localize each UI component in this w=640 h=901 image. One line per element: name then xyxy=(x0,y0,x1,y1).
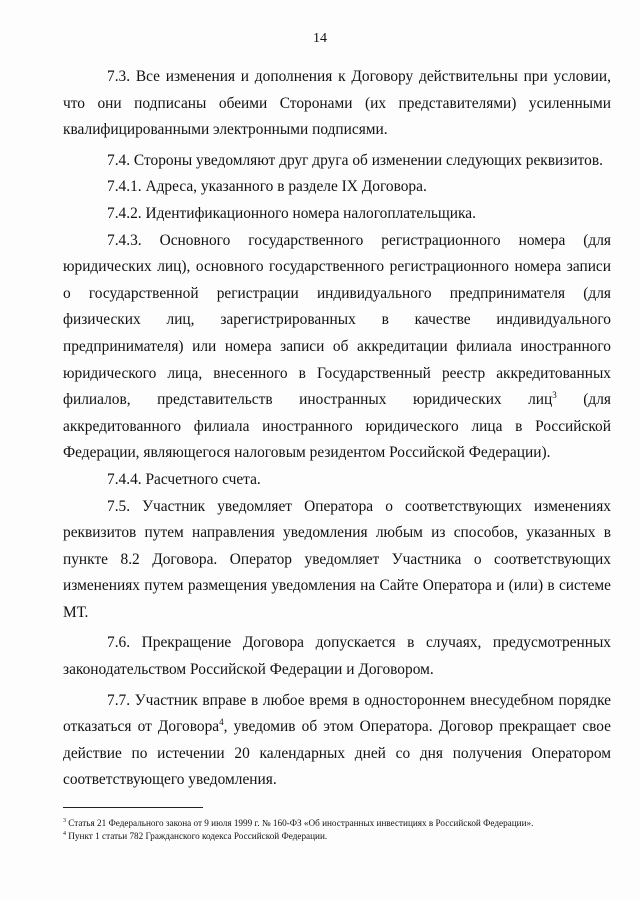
paragraph-7-7 xyxy=(63,688,611,794)
footnote-ref-3: 3 xyxy=(552,390,557,400)
footnote-3-text: Статья 21 Федерального закона от 9 июля 1999 г. № 160-ФЗ «Об иностранных инвестициях в Российской Федерации». xyxy=(68,818,534,828)
paragraph-7-6: 7.6. Прекращение Договора допускается в случаях, предусмотренных законодательством Российской Федерации и Договором. xyxy=(63,634,611,679)
paragraph-7-4-4: 7.4.4. Расчетного счета. xyxy=(107,470,261,488)
footnote-separator xyxy=(63,807,203,808)
paragraph-7-4-1: 7.4.1. Адреса, указанного в разделе IX Договора. xyxy=(107,178,427,196)
paragraph-7-4-3 xyxy=(63,228,611,467)
footnote-ref-4: 4 xyxy=(219,717,224,728)
footnote-4-text: Пункт 1 статьи 782 Гражданского кодекса Российской Федерации. xyxy=(68,831,328,841)
paragraph-7-3: 7.3. Все изменения и дополнения к Договору действительны при условии, что они подписаны обеими Сторонами (их представителями) усиленными квалифицированными электронными подписями. xyxy=(63,68,611,139)
footnote-mark-3: 3 xyxy=(63,817,66,824)
document-body xyxy=(63,64,611,794)
footnote-3 xyxy=(63,817,623,829)
footnote-mark-4: 4 xyxy=(63,830,66,837)
paragraph-7-4-2: 7.4.2. Идентификационного номера налогоплательщика. xyxy=(107,204,476,222)
page-number: 14 xyxy=(313,31,327,46)
paragraph-7-7-cont: , уведомив об этом Оператора. Договор прекращает свое действие по истечении 20 календарных дней со дня получения Оператором соответствующего уведомления. xyxy=(63,718,611,789)
paragraph-7-7-text: 7.7. Участник вправе в любое время в одностороннем внесудебном порядке отказаться от Договора xyxy=(63,691,611,736)
paragraph-7-4-3-text: 7.4.3. Основного государственного регистрационного номера (для юридических лиц), основного государственного регистрационного номера записи о государственной регистрации индивидуального предпринимателя (для физических лиц, зарегистрированных в качестве индивидуального предпринимателя) или номера записи об аккредитации филиала иностранного юридического лица, внесенного в Государственный реестр аккредитованных филиалов, представительств иностранных юридических лиц xyxy=(63,231,611,409)
paragraph-7-5: 7.5. Участник уведомляет Оператора о соответствующих изменениях реквизитов путем направления уведомления любым из способов, указанных в пункте 8.2 Договора. Оператор уведомляет Участника о соответствующих изменениях путем размещения уведомления на Сайте Оператора и (или) в системе МТ. xyxy=(63,497,611,621)
paragraph-7-4: 7.4. Стороны уведомляют друг друга об изменении следующих реквизитов. xyxy=(107,151,603,169)
footnote-4 xyxy=(63,830,623,842)
paragraph-7-4-3-cont: (для аккредитованного филиала иностранного юридического лица в Российской Федерации, являющегося налоговым резидентом Российской Федерации). xyxy=(63,391,611,462)
